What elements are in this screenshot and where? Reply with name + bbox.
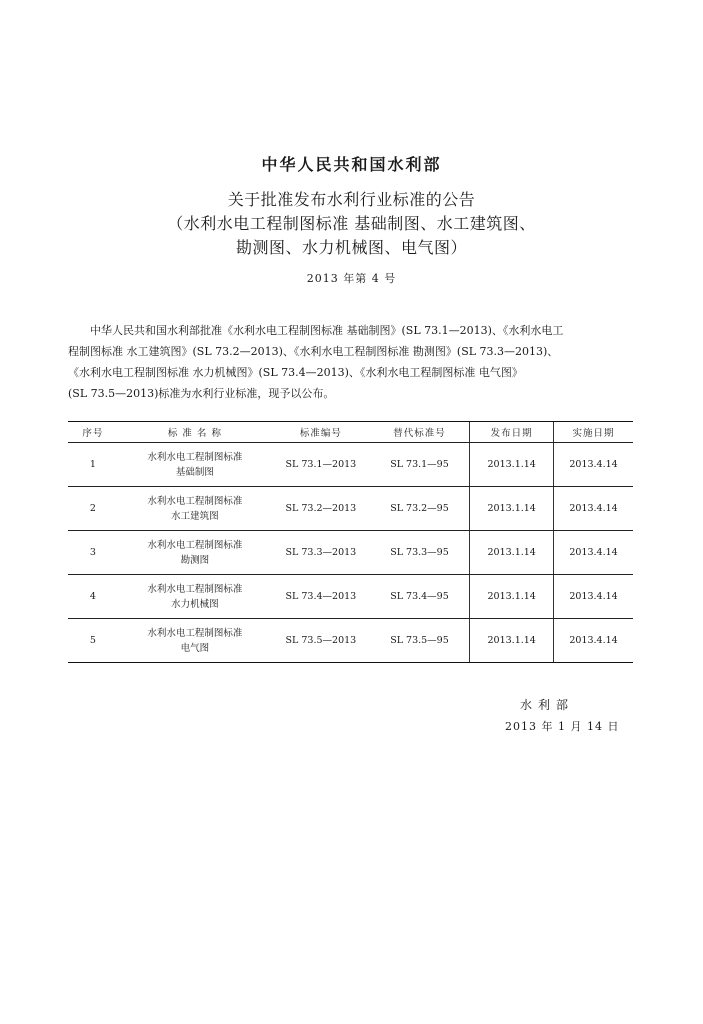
cell-replaced: SL 73.5—95 <box>370 619 470 663</box>
body-paragraph <box>68 320 636 404</box>
cell-seq: 5 <box>68 619 118 663</box>
cell-effective-date: 2013.4.14 <box>554 443 633 487</box>
cell-effective-date: 2013.4.14 <box>554 531 633 575</box>
cell-effective-date: 2013.4.14 <box>554 619 633 663</box>
table-row <box>68 531 633 575</box>
table-row <box>68 575 633 619</box>
title-line-2: （水利水电工程制图标准 基础制图、水工建筑图、 <box>167 214 536 233</box>
body-line-2: 程制图标准 水工建筑图》(SL 73.2—2013)、《水利水电工程制图标准 勘测图》(SL 73.3—2013)、 <box>68 345 559 358</box>
cell-issue-date: 2013.1.14 <box>470 443 554 487</box>
cell-number: SL 73.1—2013 <box>272 443 370 487</box>
cell-replaced: SL 73.1—95 <box>370 443 470 487</box>
cell-name-line2: 水工建筑图 <box>171 510 219 522</box>
cell-effective-date: 2013.4.14 <box>554 487 633 531</box>
issuer-name: 中华人民共和国水利部 <box>261 155 442 174</box>
cell-issue-date: 2013.1.14 <box>470 531 554 575</box>
cell-seq: 4 <box>68 575 118 619</box>
table-row <box>68 443 633 487</box>
cell-name-line1: 水利水电工程制图标准 <box>147 451 243 463</box>
cell-name <box>118 619 272 663</box>
table-row <box>68 619 633 663</box>
cell-name-line1: 水利水电工程制图标准 <box>147 583 243 595</box>
body-line-4: (SL 73.5—2013)标准为水利行业标准，现予以公布。 <box>68 387 335 400</box>
cell-replaced: SL 73.4—95 <box>370 575 470 619</box>
title-line-3: 勘测图、水力机械图、电气图） <box>235 238 467 257</box>
header-replaced: 替代标准号 <box>370 422 470 443</box>
cell-issue-date: 2013.1.14 <box>470 619 554 663</box>
standards-table <box>68 421 633 663</box>
cell-number: SL 73.3—2013 <box>272 531 370 575</box>
cell-seq: 2 <box>68 487 118 531</box>
cell-seq: 1 <box>68 443 118 487</box>
cell-name <box>118 443 272 487</box>
cell-number: SL 73.4—2013 <box>272 575 370 619</box>
cell-issue-date: 2013.1.14 <box>470 487 554 531</box>
cell-name-line2: 电气图 <box>180 642 210 654</box>
signature-org: 水利部 <box>520 698 575 712</box>
body-line-1: 中华人民共和国水利部批准《水利水电工程制图标准 基础制图》(SL 73.1—2013)、《水利水电工 <box>90 324 564 337</box>
cell-name <box>118 531 272 575</box>
title-line-1: 关于批准发布水利行业标准的公告 <box>227 190 476 209</box>
table-header-row <box>68 422 633 443</box>
cell-name-line1: 水利水电工程制图标准 <box>147 495 243 507</box>
header-issue-date: 发布日期 <box>470 422 554 443</box>
cell-name <box>118 575 272 619</box>
cell-number: SL 73.2—2013 <box>272 487 370 531</box>
cell-name-line1: 水利水电工程制图标准 <box>147 539 243 551</box>
cell-replaced: SL 73.2—95 <box>370 487 470 531</box>
header-effective-date: 实施日期 <box>554 422 633 443</box>
table-row <box>68 487 633 531</box>
document-number: 2013 年第 4 号 <box>306 272 397 285</box>
cell-effective-date: 2013.4.14 <box>554 575 633 619</box>
cell-name-line2: 勘测图 <box>180 554 210 566</box>
cell-replaced: SL 73.3—95 <box>370 531 470 575</box>
body-line-3: 《水利水电工程制图标准 水力机械图》(SL 73.4—2013)、《水利水电工程制图标准 电气图》 <box>68 366 523 379</box>
cell-name-line1: 水利水电工程制图标准 <box>147 627 243 639</box>
cell-name-line2: 水力机械图 <box>171 598 219 610</box>
cell-seq: 3 <box>68 531 118 575</box>
cell-name-line2: 基础制图 <box>175 466 214 478</box>
header-number: 标准编号 <box>272 422 370 443</box>
cell-number: SL 73.5—2013 <box>272 619 370 663</box>
signature-date: 2013 年 1 月 14 日 <box>505 720 620 733</box>
header-name: 标 准 名 称 <box>118 422 272 443</box>
header-seq: 序号 <box>68 422 118 443</box>
cell-issue-date: 2013.1.14 <box>470 575 554 619</box>
cell-name <box>118 487 272 531</box>
